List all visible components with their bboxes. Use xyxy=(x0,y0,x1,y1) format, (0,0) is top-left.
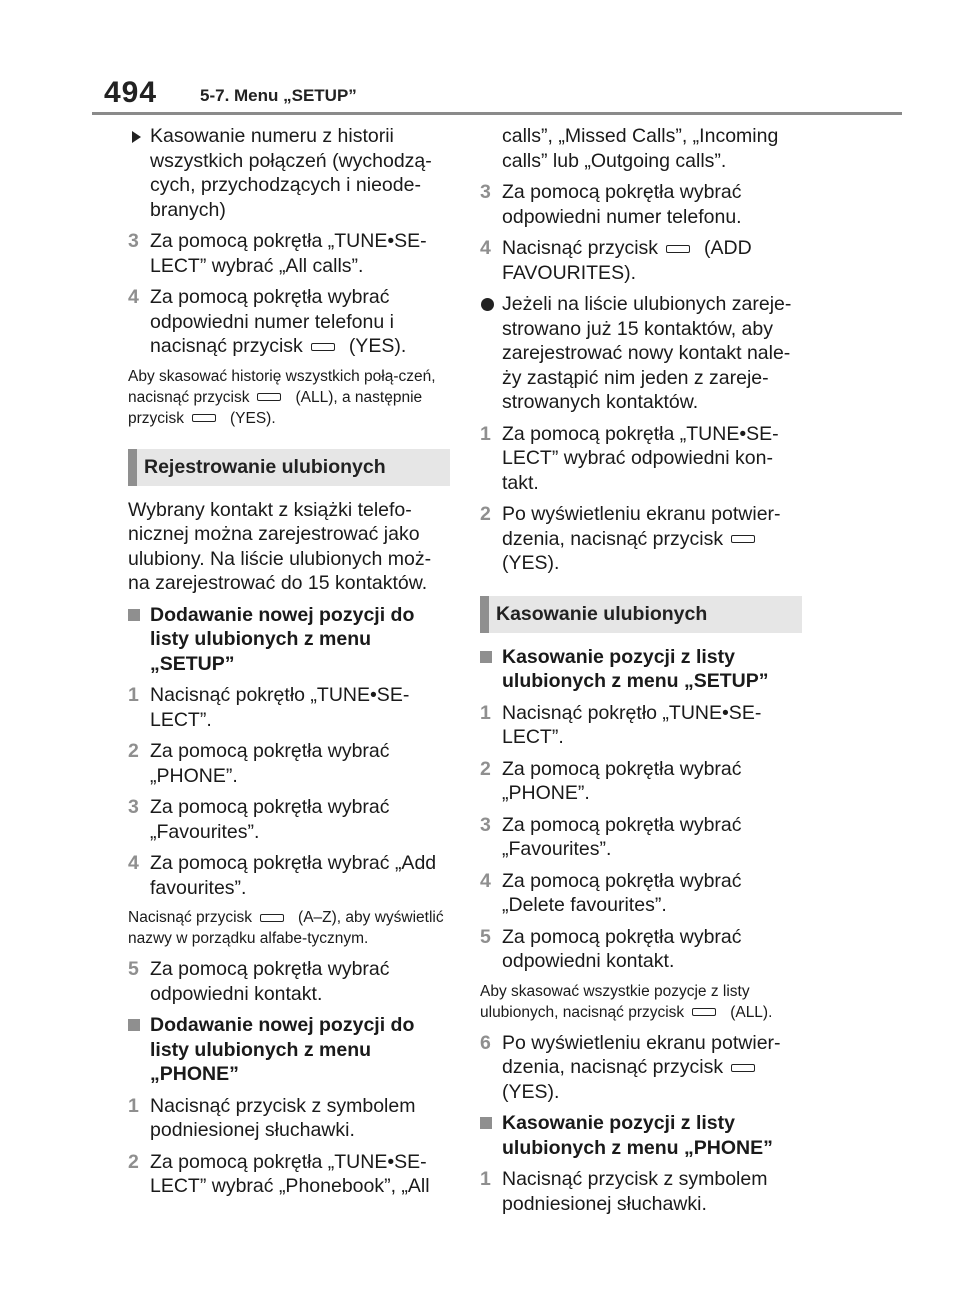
step-number: 1 xyxy=(128,684,139,706)
square-bullet-icon xyxy=(480,651,492,663)
subheading-text: Dodawanie nowej pozycji do listy ulubionych z menu „SETUP” xyxy=(150,603,415,675)
step-number: 1 xyxy=(480,701,491,724)
step-text: Nacisnąć pokrętło „TUNE•SE-LECT”. xyxy=(150,684,410,731)
section-header-title: Rejestrowanie ulubionych xyxy=(144,455,386,478)
subheading xyxy=(128,603,450,677)
step-item xyxy=(128,957,450,1006)
subheading-text: Dodawanie nowej pozycji do listy ulubionych z menu „PHONE” xyxy=(150,1014,415,1085)
step-number: 4 xyxy=(480,869,491,892)
subheading-text: Kasowanie pozycji z listy ulubionych z menu „SETUP” xyxy=(502,645,769,692)
step-item xyxy=(480,757,802,806)
note-text: (ALL), a następnie przycisk xyxy=(128,388,423,427)
step-text: Za pomocą pokrętła „TUNE•SE-LECT” wybrać „All calls”. xyxy=(150,230,427,277)
button-symbol-icon xyxy=(731,535,755,543)
step-text-end: (YES). xyxy=(502,1080,560,1103)
step-number: 3 xyxy=(128,796,139,818)
subheading xyxy=(480,1111,802,1160)
step-item xyxy=(480,422,802,496)
step-item xyxy=(128,1150,450,1199)
button-symbol-icon xyxy=(311,343,335,351)
note-text: (ALL). xyxy=(730,1003,773,1021)
step-number: 2 xyxy=(128,740,139,762)
step-item xyxy=(128,229,450,278)
step-item xyxy=(128,285,450,359)
section-header xyxy=(128,449,450,486)
step-text: Za pomocą pokrętła wybrać odpowiedni numer telefonu i nacisnąć przycisk xyxy=(150,286,394,357)
note-text: Aby skasować historię wszystkich połą-czeń, nacisnąć przycisk xyxy=(128,367,436,406)
step-item xyxy=(128,851,450,900)
button-symbol-icon xyxy=(666,245,690,253)
section-bar xyxy=(480,596,489,633)
step-number: 3 xyxy=(128,230,139,252)
step-number: 6 xyxy=(480,1031,491,1054)
section-header xyxy=(480,596,802,633)
step-text: Nacisnąć pokrętło „TUNE•SE-LECT”. xyxy=(502,701,762,748)
step-item xyxy=(480,502,802,576)
step-number: 5 xyxy=(128,958,139,980)
step-item xyxy=(480,180,802,229)
step-item xyxy=(480,813,802,862)
step-text: Nacisnąć przycisk z symbolem podniesionej słuchawki. xyxy=(150,1094,416,1141)
step-item xyxy=(480,869,802,918)
triangle-item xyxy=(128,124,450,222)
step-item xyxy=(480,1031,802,1105)
step-text: Za pomocą pokrętła „TUNE•SE-LECT” wybrać odpowiedni kon-takt. xyxy=(502,422,779,494)
page-header xyxy=(0,0,960,120)
note xyxy=(128,366,450,429)
step-number: 2 xyxy=(480,757,491,780)
note xyxy=(480,981,802,1023)
step-text: Za pomocą pokrętła wybrać „PHONE”. xyxy=(502,757,742,804)
section-title: 5-7. Menu „SETUP” xyxy=(200,86,357,105)
step-item xyxy=(128,795,450,844)
step-item xyxy=(128,739,450,788)
step-text: calls”, „Missed Calls”, „Incoming calls” lub „Outgoing calls”. xyxy=(502,125,779,172)
button-symbol-icon xyxy=(731,1064,755,1072)
step-text: Za pomocą pokrętła wybrać odpowiedni kontakt. xyxy=(502,925,742,972)
step-continuation xyxy=(480,124,802,173)
left-column xyxy=(128,124,450,1206)
note-text: Nacisnąć przycisk xyxy=(128,909,253,926)
item-text: Kasowanie numeru z historii wszystkich połączeń (wychodzą-cych, przychodzących i nieode-branych) xyxy=(150,125,432,221)
step-text: Za pomocą pokrętła wybrać „Favourites”. xyxy=(150,796,390,843)
bullet-text: Jeżeli na liście ulubionych zareje-strowano już 15 kontaktów, aby zarejestrować nowy kontakt nale-ży zastąpić nim jeden z zareje-strowanych kontaktów. xyxy=(502,293,792,413)
step-text: Za pomocą pokrętła „TUNE•SE-LECT” wybrać „Phonebook”, „All xyxy=(150,1150,430,1197)
button-symbol-icon xyxy=(260,914,284,922)
note-text: (A–Z), aby wyświetlić nazwy w porządku alfabe-tycznym. xyxy=(128,909,444,947)
step-item xyxy=(128,1094,450,1143)
step-text: Po wyświetleniu ekranu potwier-dzenia, nacisnąć przycisk xyxy=(502,1031,781,1078)
step-number: 3 xyxy=(480,181,491,203)
step-text: Za pomocą pokrętła wybrać „PHONE”. xyxy=(150,740,390,787)
step-item xyxy=(480,701,802,750)
step-text-end: (YES). xyxy=(348,335,407,357)
button-symbol-icon xyxy=(692,1008,716,1016)
step-item xyxy=(480,1167,802,1216)
section-header-title: Kasowanie ulubionych xyxy=(496,602,708,625)
step-number: 4 xyxy=(128,852,139,874)
step-text: Za pomocą pokrętła wybrać odpowiedni numer telefonu. xyxy=(502,181,742,228)
step-item xyxy=(480,236,802,285)
header-divider xyxy=(92,112,902,115)
paragraph: Wybrany kontakt z książki telefo-nicznej można zarejestrować jako ulubiony. Na liście ulubionych moż-na zarejestrować do 15 kontaktów. xyxy=(128,498,432,594)
subheading-text: Kasowanie pozycji z listy ulubionych z menu „PHONE” xyxy=(502,1112,773,1159)
step-item xyxy=(480,925,802,974)
button-symbol-icon xyxy=(192,414,216,422)
step-text: Nacisnąć przycisk z symbolem podniesionej słuchawki. xyxy=(502,1168,768,1215)
step-number: 4 xyxy=(128,286,139,308)
step-item xyxy=(128,683,450,732)
button-symbol-icon xyxy=(257,393,281,401)
step-text: Po wyświetleniu ekranu potwier-dzenia, nacisnąć przycisk xyxy=(502,503,781,550)
square-bullet-icon xyxy=(128,1019,140,1031)
step-number: 2 xyxy=(128,1150,139,1173)
page-number: 494 xyxy=(104,76,158,109)
note-text: Aby skasować wszystkie pozycje z listy ulubionych, nacisnąć przycisk xyxy=(480,982,750,1021)
circle-bullet-icon xyxy=(481,298,494,311)
step-text-end: (ADD FAVOURITES). xyxy=(502,237,752,284)
step-number: 5 xyxy=(480,925,491,948)
subheading xyxy=(128,1013,450,1087)
step-number: 1 xyxy=(128,1094,139,1117)
square-bullet-icon xyxy=(128,609,140,621)
step-text: Nacisnąć przycisk xyxy=(502,237,659,259)
step-text-end: (YES). xyxy=(502,552,560,574)
step-number: 2 xyxy=(480,503,491,525)
note-text: (YES). xyxy=(229,409,276,427)
section-bar xyxy=(128,449,137,486)
right-column xyxy=(480,124,802,1223)
step-text: Za pomocą pokrętła wybrać „Favourites”. xyxy=(502,813,742,860)
note xyxy=(128,907,450,949)
step-number: 4 xyxy=(480,237,491,259)
square-bullet-icon xyxy=(480,1117,492,1129)
step-text: Za pomocą pokrętła wybrać „Delete favourites”. xyxy=(502,869,742,916)
step-text: Za pomocą pokrętła wybrać „Add favourites”. xyxy=(150,852,437,899)
triangle-bullet-icon xyxy=(132,131,141,143)
step-number: 1 xyxy=(480,422,491,445)
subheading xyxy=(480,645,802,694)
step-number: 3 xyxy=(480,813,491,836)
step-text: Za pomocą pokrętła wybrać odpowiedni kontakt. xyxy=(150,958,390,1005)
bullet-item xyxy=(480,292,802,415)
step-number: 1 xyxy=(480,1168,491,1190)
